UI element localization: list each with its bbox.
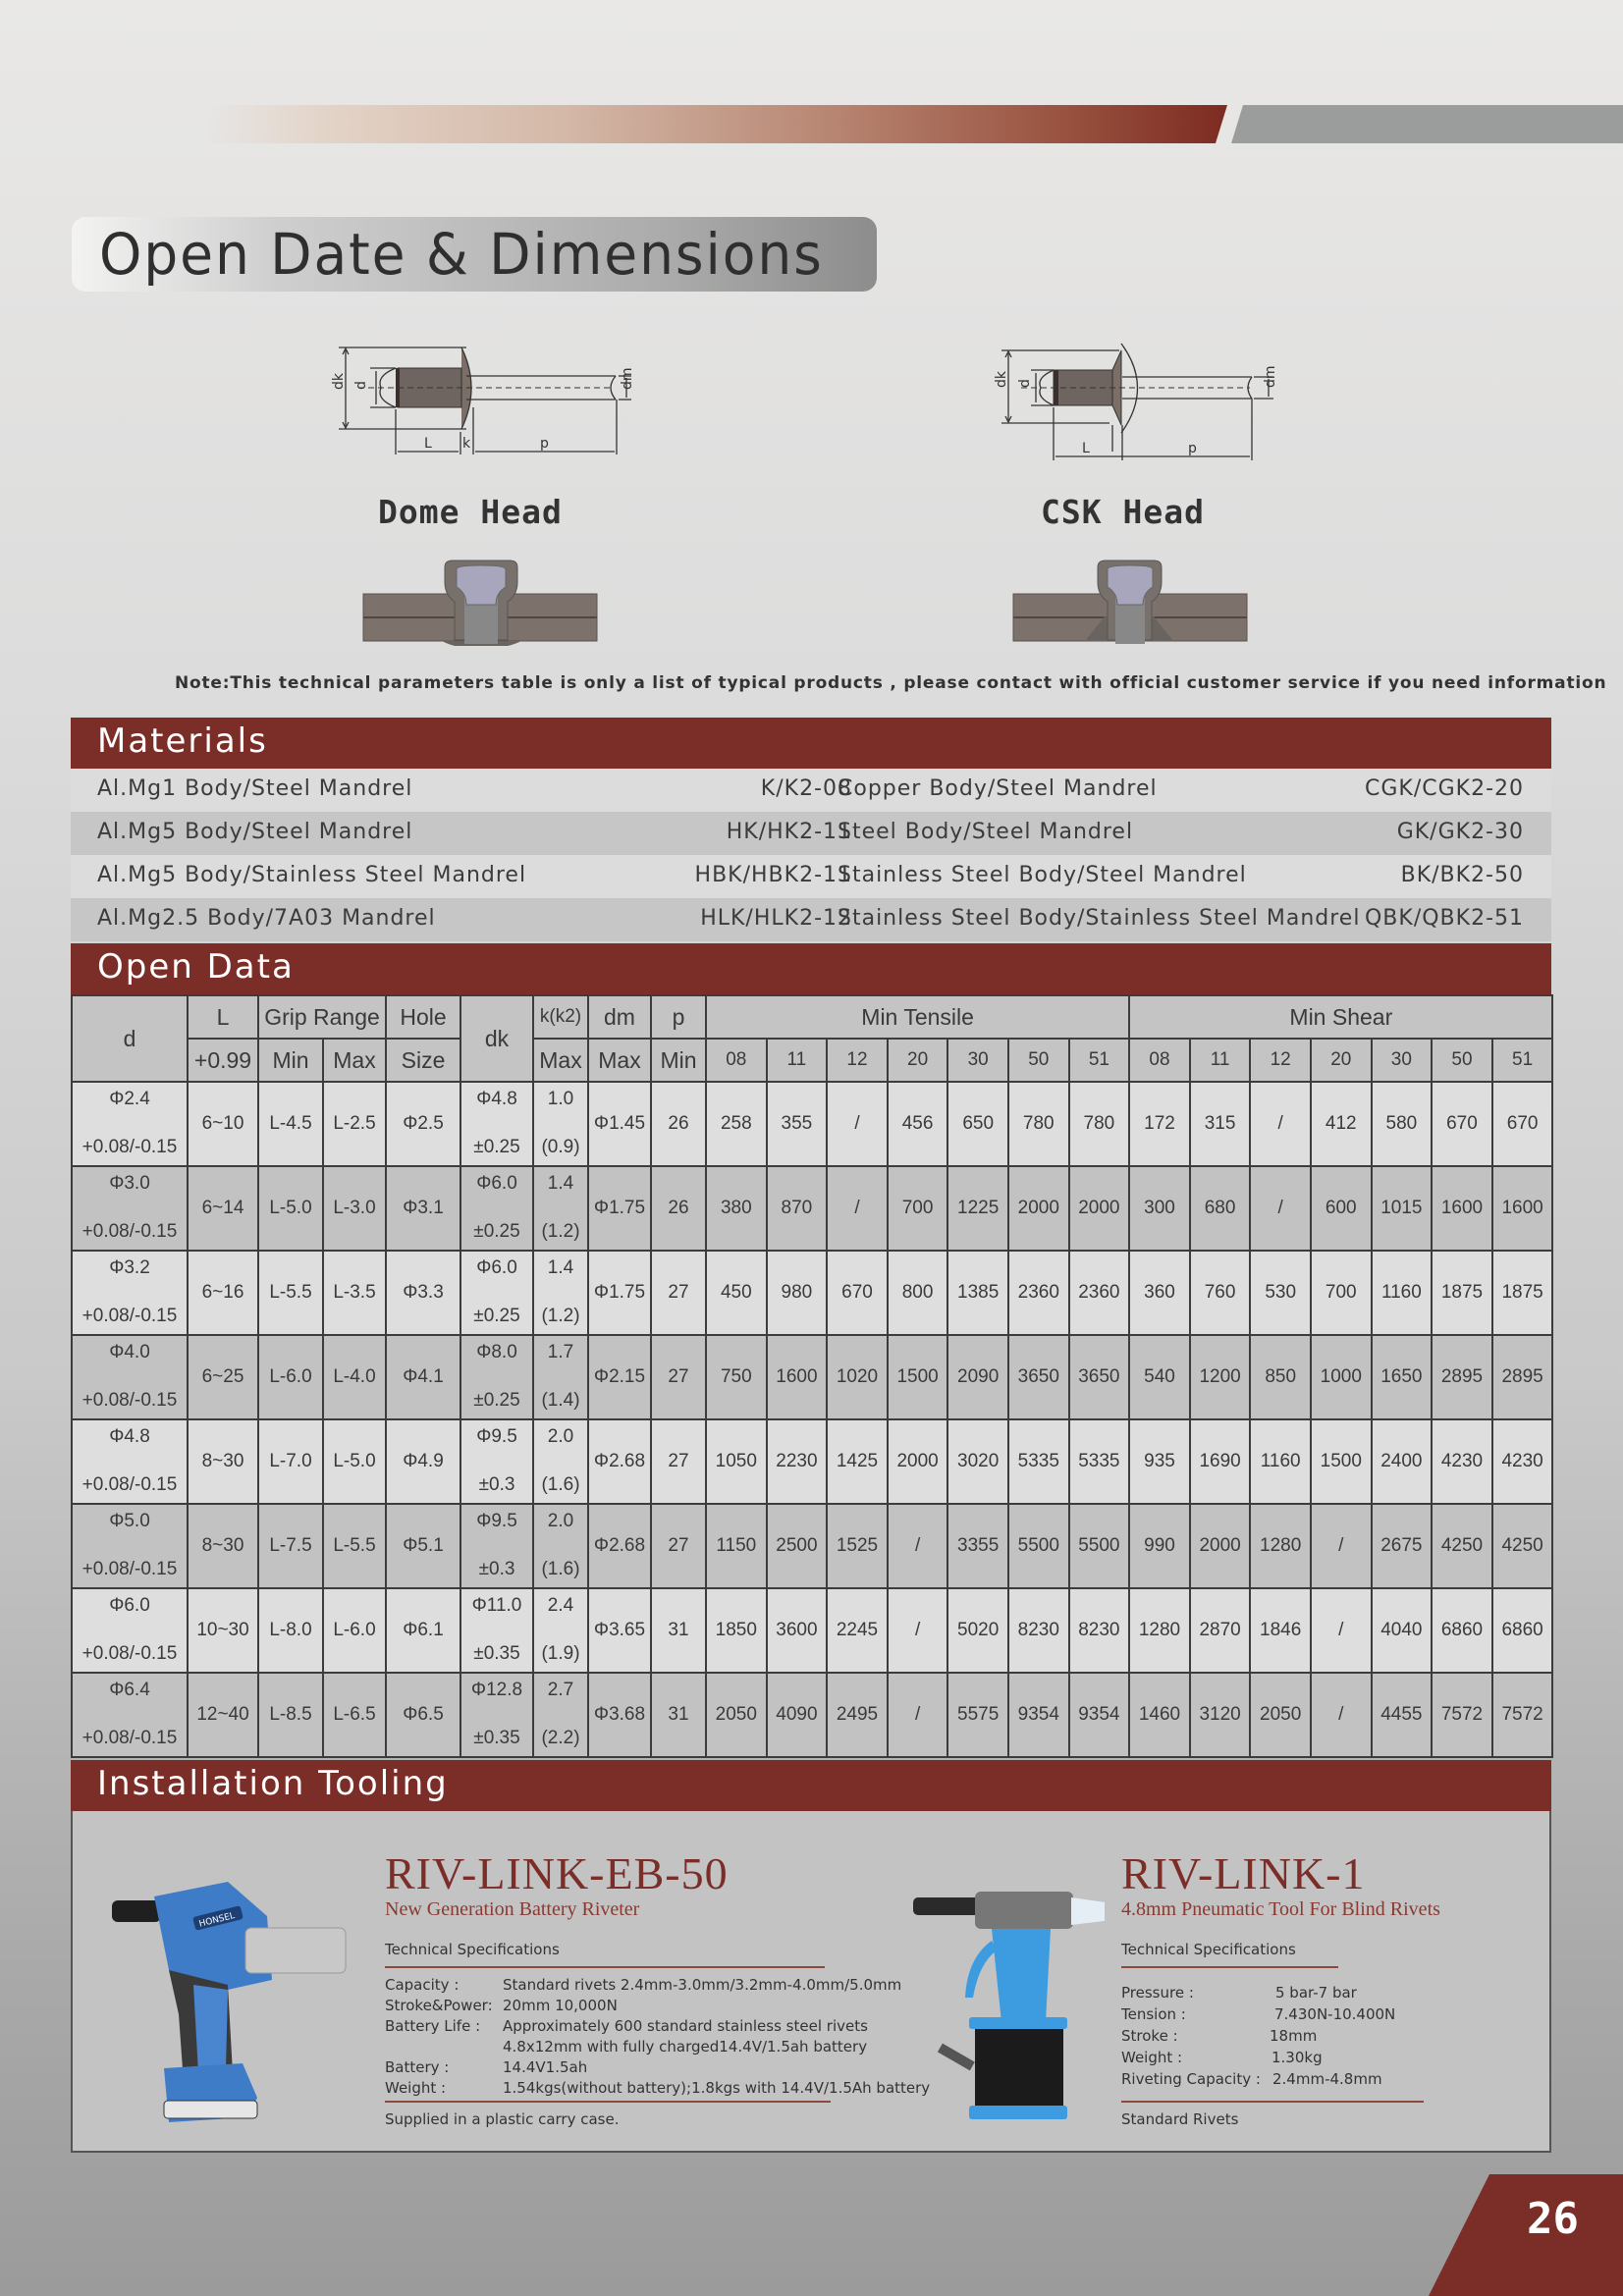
cell-min-tensile: 3355 [947,1504,1008,1588]
cell-p: 27 [651,1419,706,1504]
cell-d: Φ6.4 +0.08/-0.15 [72,1673,188,1757]
col-header-shear-30: 30 [1372,1039,1433,1082]
cell-min-shear: 6860 [1432,1588,1492,1673]
cell-k: 2.7 (2.2) [533,1673,588,1757]
col-header-tensile-50: 50 [1008,1039,1069,1082]
cell-k: 1.7 (1.4) [533,1335,588,1419]
cell-dk: Φ4.8 ±0.25 [460,1082,533,1166]
cell-p: 26 [651,1082,706,1166]
cell-dm: Φ2.68 [588,1419,651,1504]
material-name: Al.Mg2.5 Body/7A03 Mandrel [97,906,436,931]
cell-min-shear: 1875 [1432,1251,1492,1335]
tool-footer-note: Standard Rivets [1121,2110,1239,2128]
cell-dk: Φ12.8 ±0.35 [460,1673,533,1757]
cell-min-tensile: 5335 [1069,1419,1130,1504]
cell-min-shear: 580 [1372,1082,1433,1166]
cell-min-shear: 172 [1129,1082,1190,1166]
materials-row [71,855,1551,898]
cell-k: 1.4 (1.2) [533,1251,588,1335]
cell-min-tensile: 380 [706,1166,767,1251]
cell-min-shear: 2870 [1190,1588,1251,1673]
cell-min-tensile: 5575 [947,1673,1008,1757]
svg-text:L: L [424,436,432,452]
cell-min-tensile: 1500 [888,1335,948,1419]
cell-min-shear: 4250 [1432,1504,1492,1588]
cell-min-tensile: 8230 [1008,1588,1069,1673]
tool-spec-list: Pressure : 5 bar-7 bar Tension : 7.430N-10.400N Stroke : 18mm Weight : 1.30kg Riveting Capacity : 2.4mm-4.8mm [1121,1984,1396,2088]
cell-min-shear: 850 [1250,1335,1311,1419]
cell-min-tensile: / [888,1504,948,1588]
cell-min-tensile: 650 [947,1082,1008,1166]
cell-dm: Φ3.68 [588,1673,651,1757]
cell-min-tensile: 5020 [947,1588,1008,1673]
cell-min-tensile: 870 [767,1166,828,1251]
cell-min-tensile: 450 [706,1251,767,1335]
cell-dk: Φ9.5 ±0.3 [460,1419,533,1504]
materials-section-header [71,718,1551,769]
cell-min-tensile: 5500 [1008,1504,1069,1588]
cell-min-tensile: 780 [1008,1082,1069,1166]
cell-min-shear: / [1311,1673,1372,1757]
cell-grip-min: L-7.0 [258,1419,323,1504]
tool-name: RIV-LINK-1 [1121,1848,1366,1898]
col-header-k-max: Max [533,1039,588,1082]
cell-min-tensile: 3020 [947,1419,1008,1504]
svg-text:k: k [462,436,471,452]
cell-min-tensile: 1150 [706,1504,767,1588]
cell-p: 31 [651,1673,706,1757]
cell-min-shear: 540 [1129,1335,1190,1419]
cell-L: 6~14 [188,1166,258,1251]
tooling-title: Installation Tooling [97,1764,449,1803]
cell-min-tensile: 980 [767,1251,828,1335]
col-header-tensile-30: 30 [947,1039,1008,1082]
cell-min-shear: / [1311,1504,1372,1588]
cell-grip-max: L-6.5 [323,1673,386,1757]
cell-k: 2.4 (1.9) [533,1588,588,1673]
divider [385,2101,831,2103]
cell-min-shear: 3120 [1190,1673,1251,1757]
cell-d: Φ3.2 +0.08/-0.15 [72,1251,188,1335]
cell-min-tensile: 1020 [827,1335,888,1419]
cell-grip-min: L-4.5 [258,1082,323,1166]
cell-min-shear: 990 [1129,1504,1190,1588]
cell-k: 2.0 (1.6) [533,1419,588,1504]
col-header-d: d [72,995,188,1082]
cell-min-shear: 4040 [1372,1588,1433,1673]
cell-min-shear: 2895 [1432,1335,1492,1419]
cell-p: 27 [651,1251,706,1335]
cell-grip-max: L-2.5 [323,1082,386,1166]
svg-text:d: d [1017,379,1033,388]
cell-dk: Φ6.0 ±0.25 [460,1251,533,1335]
cell-min-tensile: 2000 [1008,1166,1069,1251]
material-name: Copper Body/Steel Mandrel [838,776,1158,801]
cell-d: Φ4.0 +0.08/-0.15 [72,1335,188,1419]
cell-dk: Φ8.0 ±0.25 [460,1335,533,1419]
header-grey-bar [1231,105,1623,143]
svg-text:p: p [1188,441,1197,456]
col-header-shear-50: 50 [1432,1039,1492,1082]
cell-min-tensile: 1385 [947,1251,1008,1335]
materials-title: Materials [97,721,268,761]
cell-min-shear: 1500 [1311,1419,1372,1504]
table-row [72,1335,1552,1419]
cell-min-shear: 680 [1190,1166,1251,1251]
material-code: CGK/CGK2-20 [1364,776,1524,801]
cell-hole-size: Φ6.1 [386,1588,460,1673]
svg-text:d: d [353,381,369,390]
cell-min-tensile: 3600 [767,1588,828,1673]
table-row [72,1082,1552,1166]
cell-min-shear: 1015 [1372,1166,1433,1251]
cell-min-shear: 1650 [1372,1335,1433,1419]
cell-grip-max: L-5.5 [323,1504,386,1588]
cell-min-tensile: / [888,1588,948,1673]
materials-row [71,769,1551,812]
cell-min-tensile: 1600 [767,1335,828,1419]
cell-hole-size: Φ2.5 [386,1082,460,1166]
cell-p: 31 [651,1588,706,1673]
svg-text:dk: dk [331,373,347,390]
col-header-p: p [651,995,706,1039]
cell-min-shear: 1846 [1250,1588,1311,1673]
svg-text:dm: dm [1263,365,1278,388]
cell-min-shear: 7572 [1432,1673,1492,1757]
cell-min-tensile: 800 [888,1251,948,1335]
col-header-k: k(k2) [533,995,588,1039]
cell-L: 8~30 [188,1504,258,1588]
cell-min-tensile: 750 [706,1335,767,1419]
col-header-L-tol: +0.99 [188,1039,258,1082]
cell-min-shear: 4455 [1372,1673,1433,1757]
cell-dm: Φ2.15 [588,1335,651,1419]
cell-min-tensile: 2050 [706,1673,767,1757]
col-header-grip-range: Grip Range [258,995,386,1039]
cell-min-tensile: 355 [767,1082,828,1166]
cell-min-shear: 412 [1311,1082,1372,1166]
col-header-p-min: Min [651,1039,706,1082]
cell-min-shear: 1000 [1311,1335,1372,1419]
cell-min-tensile: 5500 [1069,1504,1130,1588]
materials-row [71,812,1551,855]
col-header-dm: dm [588,995,651,1039]
cell-min-tensile: 2230 [767,1419,828,1504]
cell-grip-min: L-8.5 [258,1673,323,1757]
cell-min-tensile: 1050 [706,1419,767,1504]
cell-min-tensile: 8230 [1069,1588,1130,1673]
cell-k: 1.0 (0.9) [533,1082,588,1166]
table-row [72,1673,1552,1757]
col-header-L: L [188,995,258,1039]
tech-spec-heading: Technical Specifications [385,1941,560,1958]
open-data-section-header [71,943,1551,994]
material-name: Al.Mg1 Body/Steel Mandrel [97,776,413,801]
csk-head-cross-section-icon [1011,558,1257,646]
open-data-title: Open Data [97,947,295,987]
cell-dm: Φ1.75 [588,1251,651,1335]
cell-min-shear: 4250 [1492,1504,1553,1588]
cell-L: 12~40 [188,1673,258,1757]
material-name: Al.Mg5 Body/Stainless Steel Mandrel [97,863,527,887]
cell-min-tensile: 1850 [706,1588,767,1673]
cell-p: 26 [651,1166,706,1251]
cell-min-shear: 2400 [1372,1419,1433,1504]
cell-min-shear: 670 [1432,1082,1492,1166]
col-header-dk: dk [460,995,533,1082]
cell-min-shear: / [1250,1082,1311,1166]
cell-min-tensile: 2000 [1069,1166,1130,1251]
cell-hole-size: Φ4.1 [386,1335,460,1419]
cell-min-shear: 1600 [1432,1166,1492,1251]
table-row [72,1419,1552,1504]
header-gradient-bar [206,105,1227,143]
cell-min-tensile: 2360 [1069,1251,1130,1335]
divider [385,1966,825,1968]
cell-d: Φ6.0 +0.08/-0.15 [72,1588,188,1673]
cell-grip-min: L-6.0 [258,1335,323,1419]
col-header-tensile-51: 51 [1069,1039,1130,1082]
page-title-banner [72,217,877,292]
cell-min-tensile: 1525 [827,1504,888,1588]
cell-min-shear: 1160 [1372,1251,1433,1335]
cell-min-shear: 600 [1311,1166,1372,1251]
cell-L: 6~16 [188,1251,258,1335]
cell-dm: Φ3.65 [588,1588,651,1673]
cell-hole-size: Φ4.9 [386,1419,460,1504]
cell-hole-size: Φ3.3 [386,1251,460,1335]
cell-min-tensile: 5335 [1008,1419,1069,1504]
col-header-tensile-20: 20 [888,1039,948,1082]
cell-min-tensile: 258 [706,1082,767,1166]
cell-dm: Φ1.75 [588,1166,651,1251]
col-header-grip-max: Max [323,1039,386,1082]
cell-p: 27 [651,1504,706,1588]
cell-min-shear: 4230 [1492,1419,1553,1504]
cell-min-shear: 6860 [1492,1588,1553,1673]
cell-min-tensile: 2495 [827,1673,888,1757]
cell-min-shear: 4230 [1432,1419,1492,1504]
tooling-section-header [71,1760,1551,1811]
battery-riveter-image [110,1877,355,2122]
tool-subtitle: 4.8mm Pneumatic Tool For Blind Rivets [1121,1898,1440,1920]
col-header-min-tensile: Min Tensile [706,995,1129,1039]
col-header-hole: Hole [386,995,460,1039]
col-header-tensile-08: 08 [706,1039,767,1082]
cell-min-shear: 1160 [1250,1419,1311,1504]
cell-min-tensile: 4090 [767,1673,828,1757]
cell-grip-min: L-5.0 [258,1166,323,1251]
cell-min-shear: 1875 [1492,1251,1553,1335]
col-header-tensile-11: 11 [767,1039,828,1082]
col-header-grip-min: Min [258,1039,323,1082]
page-number: 26 [1527,2194,1579,2244]
col-header-shear-20: 20 [1311,1039,1372,1082]
cell-min-shear: 1200 [1190,1335,1251,1419]
cell-min-tensile: 9354 [1008,1673,1069,1757]
divider [1121,1966,1338,1968]
cell-p: 27 [651,1335,706,1419]
cell-min-shear: 1690 [1190,1419,1251,1504]
cell-grip-max: L-6.0 [323,1588,386,1673]
svg-text:HONSEL: HONSEL [197,1910,237,1930]
tool-footer-note: Supplied in a plastic carry case. [385,2110,620,2128]
csk-head-dimension-diagram [987,339,1291,461]
cell-grip-min: L-8.0 [258,1588,323,1673]
cell-min-shear: 530 [1250,1251,1311,1335]
cell-min-tensile: 3650 [1008,1335,1069,1419]
page-number-badge [1429,2174,1623,2296]
cell-min-tensile: 2090 [947,1335,1008,1419]
cell-min-shear: 300 [1129,1166,1190,1251]
col-header-min-shear: Min Shear [1129,995,1552,1039]
cell-grip-max: L-3.0 [323,1166,386,1251]
cell-d: Φ4.8 +0.08/-0.15 [72,1419,188,1504]
cell-min-tensile: 9354 [1069,1673,1130,1757]
cell-d: Φ3.0 +0.08/-0.15 [72,1166,188,1251]
material-code: K/K2-08 [760,776,852,801]
col-header-shear-51: 51 [1492,1039,1553,1082]
material-code: GK/GK2-30 [1396,820,1524,844]
cell-grip-max: L-5.0 [323,1419,386,1504]
cell-grip-min: L-5.5 [258,1251,323,1335]
cell-min-tensile: 456 [888,1082,948,1166]
cell-min-shear: 2000 [1190,1504,1251,1588]
cell-min-shear: 760 [1190,1251,1251,1335]
cell-min-shear: 1600 [1492,1166,1553,1251]
cell-hole-size: Φ6.5 [386,1673,460,1757]
open-data-table [71,994,1553,1758]
cell-min-shear: 1280 [1250,1504,1311,1588]
material-name: Stainless Steel Body/Steel Mandrel [838,863,1247,887]
cell-min-shear: 1280 [1129,1588,1190,1673]
cell-min-tensile: 780 [1069,1082,1130,1166]
cell-dk: Φ11.0 ±0.35 [460,1588,533,1673]
material-name: Al.Mg5 Body/Steel Mandrel [97,820,413,844]
csk-head-label: CSK Head [1041,493,1205,531]
cell-grip-max: L-3.5 [323,1251,386,1335]
table-row [72,1166,1552,1251]
cell-min-tensile: 670 [827,1251,888,1335]
cell-grip-max: L-4.0 [323,1335,386,1419]
material-code: HLK/HLK2-12 [700,906,852,931]
divider [1121,2101,1424,2103]
svg-text:dm: dm [620,367,635,390]
pneumatic-riveter-image [898,1870,1105,2125]
cell-min-shear: 315 [1190,1082,1251,1166]
tool-name: RIV-LINK-EB-50 [385,1848,729,1898]
dome-head-dimension-diagram [319,339,653,461]
cell-dk: Φ6.0 ±0.25 [460,1166,533,1251]
cell-min-shear: 7572 [1492,1673,1553,1757]
svg-text:p: p [540,436,549,452]
col-header-dm-max: Max [588,1039,651,1082]
col-header-tensile-12: 12 [827,1039,888,1082]
cell-min-shear: 360 [1129,1251,1190,1335]
cell-min-shear: 670 [1492,1082,1553,1166]
materials-row [71,898,1551,941]
svg-text:dk: dk [994,371,1009,388]
tool-subtitle: New Generation Battery Riveter [385,1898,640,1920]
cell-L: 6~10 [188,1082,258,1166]
cell-min-tensile: 700 [888,1166,948,1251]
table-row [72,1504,1552,1588]
cell-min-tensile: / [827,1166,888,1251]
cell-L: 8~30 [188,1419,258,1504]
table-row [72,1588,1552,1673]
cell-min-shear: 2050 [1250,1673,1311,1757]
dome-head-cross-section-icon [358,558,604,646]
material-code: HBK/HBK2-11 [694,863,852,887]
disclaimer-note: Note:This technical parameters table is only a list of typical products , please contact with official customer service if you need information [175,673,1607,693]
cell-min-tensile: / [827,1082,888,1166]
material-code: HK/HK2-11 [726,820,852,844]
cell-dm: Φ2.68 [588,1504,651,1588]
cell-min-shear: / [1311,1588,1372,1673]
cell-k: 1.4 (1.2) [533,1166,588,1251]
col-header-shear-11: 11 [1190,1039,1251,1082]
cell-L: 10~30 [188,1588,258,1673]
cell-min-tensile: 2500 [767,1504,828,1588]
material-name: Stainless Steel Body/Stainless Steel Mandrel [838,906,1361,931]
cell-min-shear: 1460 [1129,1673,1190,1757]
cell-L: 6~25 [188,1335,258,1419]
cell-min-tensile: 1425 [827,1419,888,1504]
cell-grip-min: L-7.5 [258,1504,323,1588]
cell-min-shear: 2675 [1372,1504,1433,1588]
tool-spec-list: Capacity : Standard rivets 2.4mm-3.0mm/3.2mm-4.0mm/5.0mm Stroke&Power: 20mm 10,000N Battery Life : Approximately 600 standard stainless steel rivets 4.8x12mm with fully charged14.4V/1.5ah battery Battery : 14.4V1.5ah Weight : 1.54kgs(without battery);1.8kgs with 14.4V/1.5Ah battery [385,1976,931,2097]
tech-spec-heading: Technical Specifications [1121,1941,1296,1958]
cell-min-tensile: 2245 [827,1588,888,1673]
cell-hole-size: Φ3.1 [386,1166,460,1251]
cell-d: Φ2.4 +0.08/-0.15 [72,1082,188,1166]
table-row [72,1251,1552,1335]
cell-hole-size: Φ5.1 [386,1504,460,1588]
cell-k: 2.0 (1.6) [533,1504,588,1588]
col-header-shear-08: 08 [1129,1039,1190,1082]
material-name: Steel Body/Steel Mandrel [838,820,1134,844]
cell-min-shear: 2895 [1492,1335,1553,1419]
cell-dk: Φ9.5 ±0.3 [460,1504,533,1588]
cell-dm: Φ1.45 [588,1082,651,1166]
cell-min-tensile: 1225 [947,1166,1008,1251]
svg-text:L: L [1082,441,1090,456]
cell-min-tensile: 3650 [1069,1335,1130,1419]
dome-head-label: Dome Head [378,493,563,531]
col-header-shear-12: 12 [1250,1039,1311,1082]
material-code: QBK/QBK2-51 [1364,906,1524,931]
cell-min-shear: 935 [1129,1419,1190,1504]
cell-min-shear: 700 [1311,1251,1372,1335]
page-title: Open Date & Dimensions [99,221,824,288]
cell-min-tensile: 2360 [1008,1251,1069,1335]
cell-min-shear: / [1250,1166,1311,1251]
cell-min-tensile: 2000 [888,1419,948,1504]
material-code: BK/BK2-50 [1400,863,1524,887]
cell-d: Φ5.0 +0.08/-0.15 [72,1504,188,1588]
cell-min-tensile: / [888,1673,948,1757]
col-header-hole-size: Size [386,1039,460,1082]
